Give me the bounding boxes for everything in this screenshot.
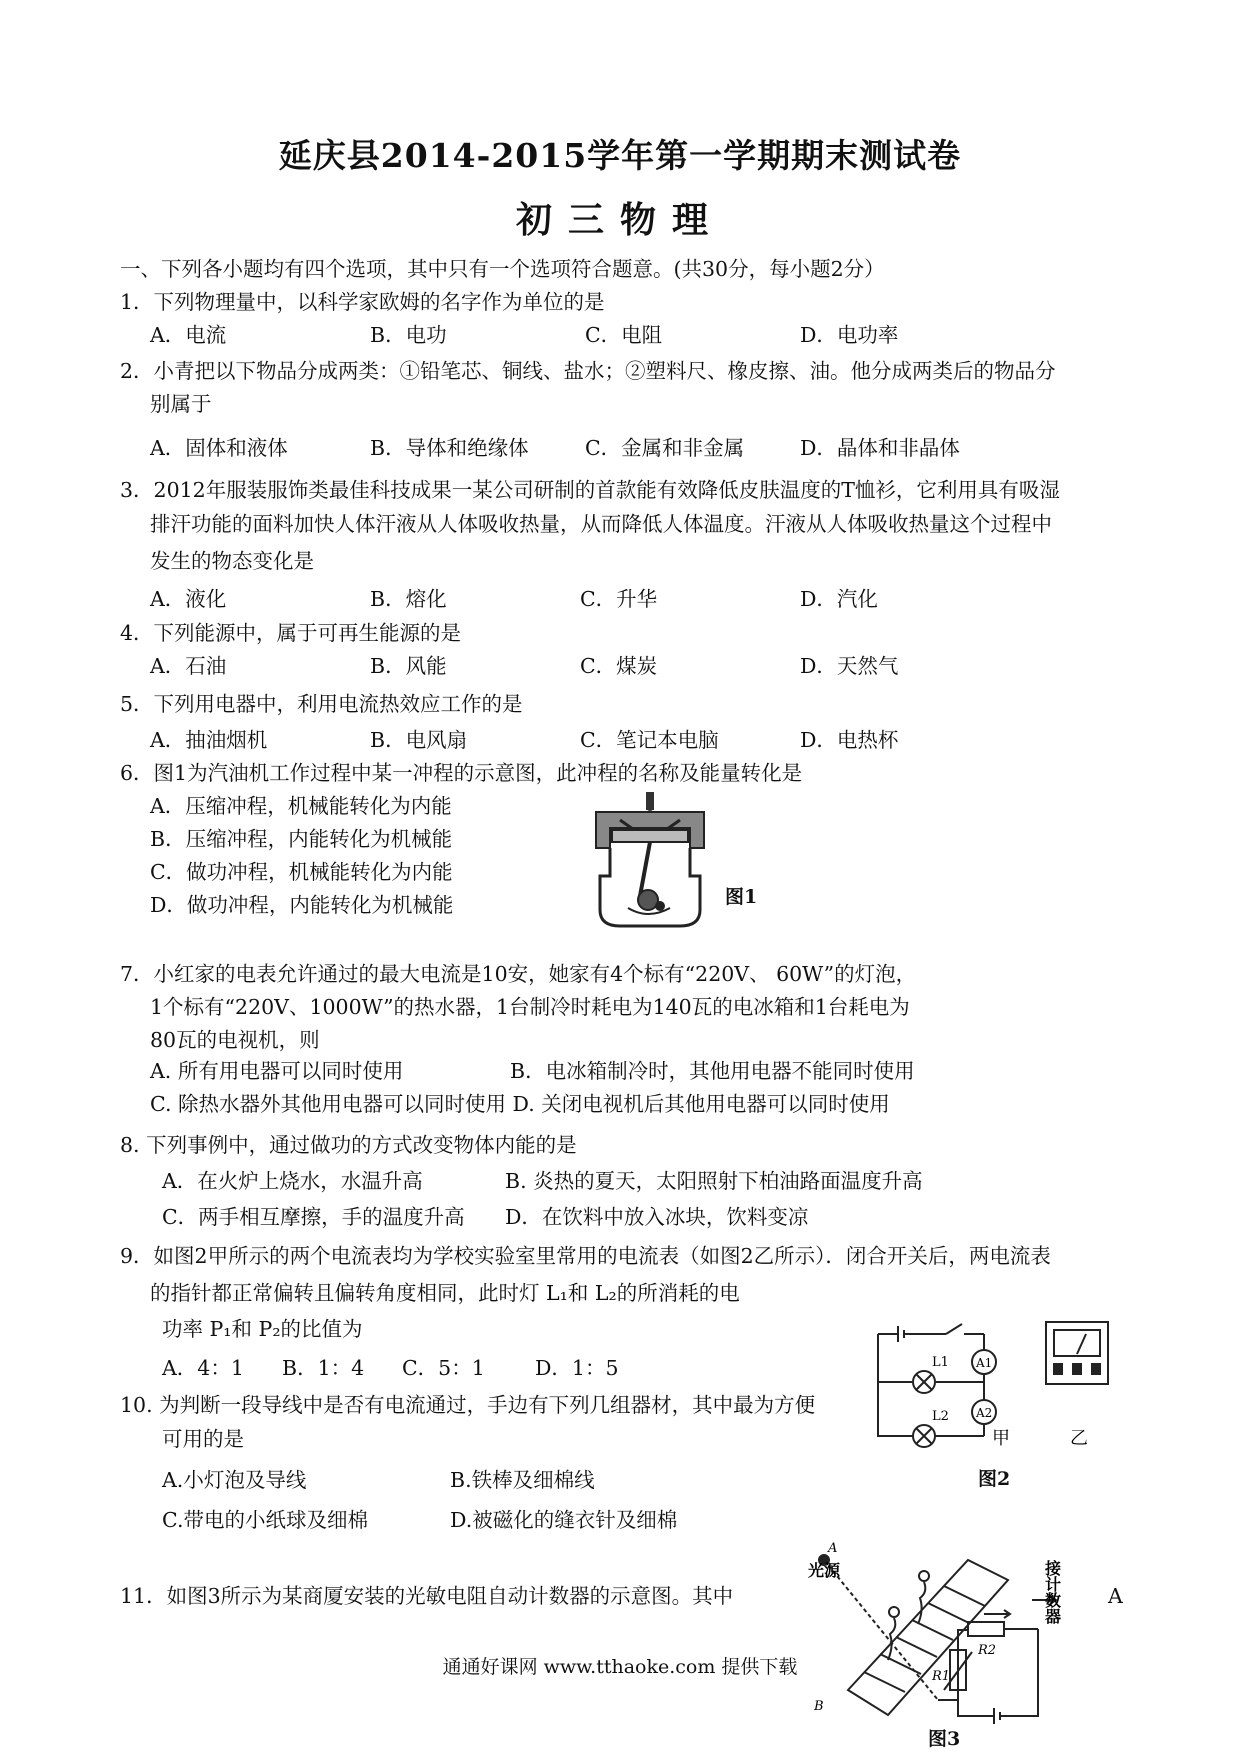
engine-figure xyxy=(590,790,710,930)
r1-label: R1 xyxy=(932,1669,951,1684)
q9-option-b: B．1：4 xyxy=(282,1356,365,1380)
q8-option-c: C．两手相互摩擦，手的温度升高 xyxy=(162,1205,465,1229)
q3-stem-line1: 3．2012年服装服饰类最佳科技成果一某公司研制的首款能有效降低皮肤温度的T恤衫，它利用具有吸湿 xyxy=(120,478,1060,502)
q10-option-b: B.铁棒及细棉线 xyxy=(450,1468,595,1492)
q9-option-c: C．5：1 xyxy=(402,1356,485,1380)
q11-tail: A xyxy=(1108,1584,1123,1608)
l2-label: L2 xyxy=(932,1409,949,1424)
q2-stem-line1: 2．小青把以下物品分成两类：①铅笔芯、铜线、盐水；②塑料尺、橡皮擦、油。他分成两类后的物品分 xyxy=(120,359,1056,383)
q6-stem: 6．图1为汽油机工作过程中某一冲程的示意图，此冲程的名称及能量转化是 xyxy=(120,761,803,785)
section-heading: 一、下列各小题均有四个选项，其中只有一个选项符合题意。(共30分，每小题2分） xyxy=(120,257,885,281)
fig3-label: 图3 xyxy=(928,1728,961,1750)
q5-option-a: A．抽油烟机 xyxy=(150,728,268,752)
fig1-label: 图1 xyxy=(725,886,758,908)
q4-stem: 4．下列能源中，属于可再生能源的是 xyxy=(120,621,462,645)
exam-title: 延庆县2014-2015学年第一学期期末测试卷 xyxy=(278,136,962,175)
q7-stem-line3: 80瓦的电视机，则 xyxy=(150,1028,320,1052)
q5-option-c: C．笔记本电脑 xyxy=(580,728,719,752)
q1-option-c: C．电阻 xyxy=(585,323,663,347)
a1-label: A1 xyxy=(976,1356,993,1370)
q2-option-c: C．金属和非金属 xyxy=(585,436,745,460)
q2-option-d: D．晶体和非晶体 xyxy=(800,436,960,460)
q9-stem-line1: 9．如图2甲所示的两个电流表均为学校实验室里常用的电流表（如图2乙所示）．闭合开关后，两电流表 xyxy=(120,1244,1051,1268)
q5-option-d: D．电热杯 xyxy=(800,728,899,752)
q6-option-b: B．压缩冲程，内能转化为机械能 xyxy=(150,827,453,851)
point-b-label: B xyxy=(814,1699,824,1714)
q3-option-d: D．汽化 xyxy=(800,587,878,611)
q3-option-b: B．熔化 xyxy=(370,587,447,611)
q1-option-a: A．电流 xyxy=(150,323,227,347)
yi-label: 乙 xyxy=(1070,1428,1088,1449)
q10-stem-line1: 10. 为判断一段导线中是否有电流通过，手边有下列几组器材，其中最为方便 xyxy=(120,1393,816,1417)
light-source-label: 光源 xyxy=(808,1561,841,1580)
q6-option-d: D．做功冲程，内能转化为机械能 xyxy=(150,893,454,917)
q5-stem: 5．下列用电器中，利用电流热效应工作的是 xyxy=(120,692,523,716)
q10-option-d: D.被磁化的缝衣针及细棉 xyxy=(450,1508,678,1532)
q2-option-b: B．导体和绝缘体 xyxy=(370,436,529,460)
q4-option-d: D．天然气 xyxy=(800,654,899,678)
q11-stem: 11．如图3所示为某商厦安装的光敏电阻自动计数器的示意图。其中 xyxy=(120,1584,734,1608)
q8-stem: 8. 下列事例中，通过做功的方式改变物体内能的是 xyxy=(120,1133,577,1157)
q7-option-b: B．电冰箱制冷时，其他用电器不能同时使用 xyxy=(510,1059,915,1083)
q4-option-a: A．石油 xyxy=(150,654,227,678)
counter-label: 接计数器 xyxy=(1042,1560,1062,1624)
q4-option-c: C．煤炭 xyxy=(580,654,658,678)
q8-option-a: A．在火炉上烧水，水温升高 xyxy=(162,1169,423,1193)
q7-stem-line2: 1个标有“220V、1000W”的热水器，1台制冷时耗电为140瓦的电冰箱和1台耗电为 xyxy=(150,995,910,1019)
q2-stem-line2: 别属于 xyxy=(150,392,212,416)
jia-label: 甲 xyxy=(992,1428,1010,1449)
l1-label: L1 xyxy=(932,1355,949,1370)
q6-option-c: C．做功冲程，机械能转化为内能 xyxy=(150,860,453,884)
q7-option-cd: C. 除热水器外其他用电器可以同时使用 D. 关闭电视机后其他用电器可以同时使用 xyxy=(150,1092,890,1116)
q9-stem-line3: 功率 P₁和 P₂的比值为 xyxy=(162,1317,363,1341)
q8-option-b: B. 炎热的夏天，太阳照射下柏油路面温度升高 xyxy=(505,1169,923,1193)
q9-stem-line2: 的指针都正常偏转且偏转角度相同，此时灯 L₁和 L₂的所消耗的电 xyxy=(150,1281,740,1305)
q8-option-d: D．在饮料中放入冰块，饮料变凉 xyxy=(505,1205,809,1229)
q4-option-b: B．风能 xyxy=(370,654,447,678)
q7-stem-line1: 7．小红家的电表允许通过的最大电流是10安，她家有4个标有“220V、 60W”的灯泡， xyxy=(120,962,917,986)
q10-stem-line2: 可用的是 xyxy=(162,1427,244,1451)
q3-option-c: C．升华 xyxy=(580,587,658,611)
q1-option-d: D．电功率 xyxy=(800,323,899,347)
q6-option-a: A．压缩冲程，机械能转化为内能 xyxy=(150,794,452,818)
point-a-label: A xyxy=(828,1541,838,1556)
q3-stem-line2: 排汗功能的面料加快人体汗液从人体吸收热量，从而降低人体温度。汗液从人体吸收热量这个过程中 xyxy=(150,512,1052,536)
q9-option-d: D．1：5 xyxy=(535,1356,619,1380)
q10-option-a: A.小灯泡及导线 xyxy=(162,1468,307,1492)
counter-figure xyxy=(808,1540,1078,1728)
q2-option-a: A．固体和液体 xyxy=(150,436,288,460)
q9-option-a: A．4：1 xyxy=(162,1356,244,1380)
q1-stem: 1．下列物理量中，以科学家欧姆的名字作为单位的是 xyxy=(120,290,605,314)
q3-option-a: A．液化 xyxy=(150,587,227,611)
q1-option-b: B．电功 xyxy=(370,323,447,347)
fig2-label: 图2 xyxy=(978,1468,1011,1490)
q3-stem-line3: 发生的物态变化是 xyxy=(150,549,314,573)
r2-label: R2 xyxy=(978,1643,997,1658)
subject-title: 初三物理 xyxy=(515,199,724,241)
q10-option-c: C.带电的小纸球及细棉 xyxy=(162,1508,368,1532)
q5-option-b: B．电风扇 xyxy=(370,728,468,752)
a2-label: A2 xyxy=(976,1406,993,1420)
q7-option-a: A. 所有用电器可以同时使用 xyxy=(150,1059,404,1083)
footer-credit: 通通好课网 www.tthaoke.com 提供下载 xyxy=(442,1656,798,1678)
circuit-figure xyxy=(868,1320,1128,1450)
